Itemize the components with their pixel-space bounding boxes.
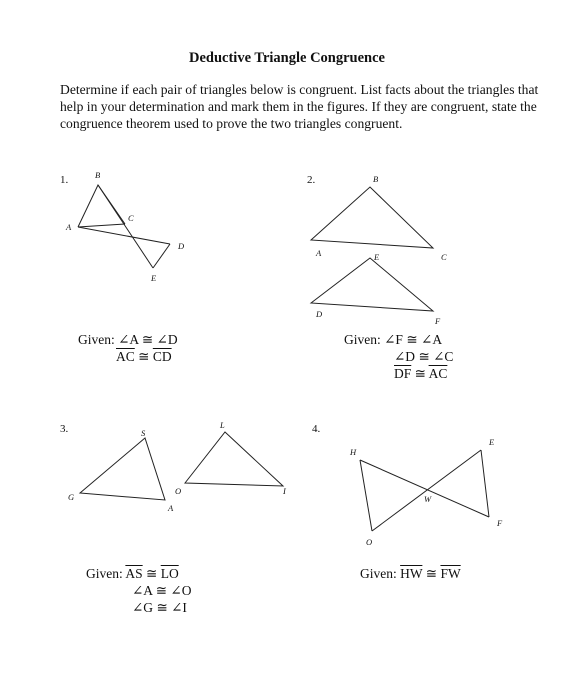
- given-left: ∠A: [132, 583, 153, 598]
- problem-1-number: 1.: [60, 174, 69, 186]
- p1-given-row: [78, 331, 178, 348]
- given-prefix: Given:: [86, 566, 126, 581]
- page-title: Deductive Triangle Congruence: [189, 50, 385, 66]
- p2-vertex-label-c: C: [441, 252, 447, 262]
- given-left: $\overline{AS}$: [125, 566, 143, 581]
- p2-vertex-label-b: B: [373, 174, 379, 184]
- p1-vertex-label-d: D: [178, 241, 185, 251]
- p2-vertex-label-a: A: [316, 248, 322, 258]
- p4-segment-HF: [360, 460, 489, 517]
- p2-vertex-label-e: E: [374, 252, 380, 262]
- congruent-symbol: ≅: [153, 600, 172, 615]
- p3-vertex-label-o: O: [175, 486, 182, 496]
- congruent-symbol: ≅: [422, 566, 441, 581]
- p4-given-block: [360, 565, 461, 582]
- p1-segment-A-extended-to-D: [78, 227, 170, 244]
- p3-given-row: [86, 565, 191, 582]
- p2-triangle-DEF: [311, 258, 433, 311]
- given-prefix: Given:: [78, 332, 119, 347]
- given-right: $\overline{CD}$: [152, 349, 172, 364]
- p4-vertex-label-h: H: [350, 447, 357, 457]
- p4-vertex-label-w: W: [424, 494, 432, 504]
- congruent-symbol: ≅: [134, 349, 153, 364]
- p3-given-block: [86, 565, 191, 616]
- given-left: ∠F: [384, 332, 403, 347]
- p1-vertex-label-c: C: [128, 213, 134, 223]
- p1-triangle-ABC: [78, 185, 125, 227]
- p3-triangle-OLI: [185, 432, 283, 486]
- given-left: ∠D: [394, 349, 416, 364]
- p1-vertex-label-e: E: [151, 273, 157, 283]
- instructions-paragraph: Determine if each pair of triangles below is congruent. List facts about the triangles that help in your determination and mark them in the figures. If they are congruent, state the congruence theorem used to prove the two triangles congruent.: [60, 82, 539, 131]
- congruent-symbol: ≅: [152, 583, 171, 598]
- given-right: ∠A: [421, 332, 443, 347]
- p1-given-block: [78, 331, 178, 365]
- given-left: $\overline{AC}$: [116, 349, 135, 364]
- p2-vertex-label-f: F: [435, 316, 441, 326]
- p2-triangle-ABC: [311, 187, 433, 248]
- congruent-symbol: ≅: [415, 349, 434, 364]
- p4-segment-EF: [481, 450, 489, 517]
- congruent-symbol: ≅: [402, 332, 422, 347]
- given-right: ∠O: [170, 583, 192, 598]
- p4-vertex-label-o: O: [366, 537, 373, 547]
- p3-given-row: [86, 582, 191, 599]
- p4-given-row: [360, 565, 461, 582]
- p2-given-row: [344, 348, 453, 365]
- given-prefix: Given:: [344, 332, 385, 347]
- given-prefix: Given:: [360, 566, 401, 581]
- p4-vertex-label-e: E: [489, 437, 495, 447]
- p1-segment-AC: [78, 224, 125, 227]
- given-right: ∠I: [171, 600, 187, 615]
- problem-3-number: 3.: [60, 423, 69, 435]
- p4-vertex-label-f: F: [497, 518, 503, 528]
- given-right: ∠D: [156, 332, 178, 347]
- p1-segment-DE: [153, 244, 170, 268]
- given-right: ∠C: [433, 349, 454, 364]
- p4-segment-HO: [360, 460, 372, 531]
- congruent-symbol: ≅: [142, 566, 161, 581]
- p2-given-block: [344, 331, 453, 382]
- p3-vertex-label-g: G: [68, 492, 75, 502]
- p4-segment-OE: [372, 450, 481, 531]
- problem-4-number: 4.: [312, 423, 321, 435]
- given-right: $\overline{FW}$: [440, 566, 461, 581]
- problem-2-number: 2.: [307, 174, 316, 186]
- given-left: $\overline{DF}$: [394, 366, 412, 381]
- p2-vertex-label-d: D: [316, 309, 323, 319]
- p1-vertex-label-b: B: [95, 170, 101, 180]
- p1-vertex-label-a: A: [66, 222, 72, 232]
- p2-given-row: [344, 331, 453, 348]
- p2-given-row: [344, 365, 453, 382]
- p3-vertex-label-l: L: [220, 420, 225, 430]
- p3-vertex-label-s: S: [141, 428, 146, 438]
- given-left: ∠G: [132, 600, 154, 615]
- given-left: ∠A: [118, 332, 139, 347]
- given-left: $\overline{HW}$: [400, 566, 423, 581]
- p3-vertex-label-i: I: [283, 486, 286, 496]
- given-right: $\overline{AC}$: [428, 366, 448, 381]
- p1-segment-BC-extended-to-E: [98, 185, 153, 268]
- congruent-symbol: ≅: [138, 332, 157, 347]
- p3-triangle-GSA: [80, 438, 165, 500]
- p3-given-row: [86, 599, 191, 616]
- p3-vertex-label-a: A: [168, 503, 174, 513]
- p1-given-row: [78, 348, 178, 365]
- congruent-symbol: ≅: [411, 366, 429, 381]
- given-right: $\overline{LO}$: [160, 566, 179, 581]
